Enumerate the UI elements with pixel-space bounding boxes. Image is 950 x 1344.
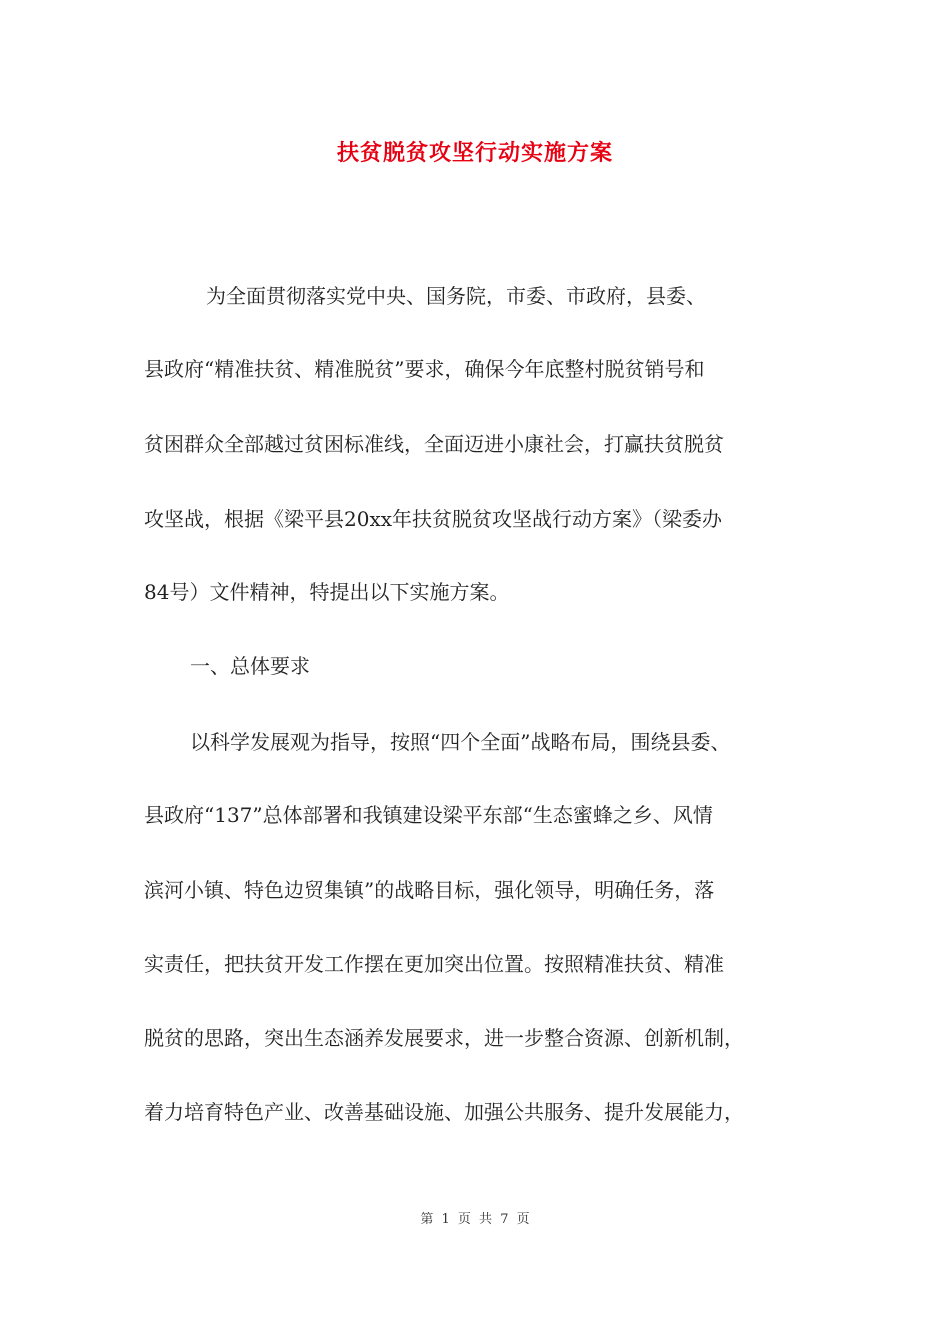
body-line-3: 贫困群众全部越过贫困标准线，全面迈进小康社会，打赢扶贫脱贫 bbox=[144, 432, 724, 456]
section-heading: 一、总体要求 bbox=[190, 654, 310, 678]
body-line-11: 脱贫的思路，突出生态涵养发展要求，进一步整合资源、创新机制， bbox=[144, 1026, 744, 1050]
body-line-5: 84号）文件精神，特提出以下实施方案。 bbox=[144, 580, 510, 604]
body-line-9: 滨河小镇、特色边贸集镇”的战略目标，强化领导，明确任务，落 bbox=[144, 878, 715, 902]
body-line-10: 实责任，把扶贫开发工作摆在更加突出位置。按照精准扶贫、精准 bbox=[144, 952, 724, 976]
body-line-4: 攻坚战，根据《梁平县20xx年扶贫脱贫攻坚战行动方案》（梁委办 bbox=[144, 507, 723, 531]
body-line-7: 以科学发展观为指导，按照“四个全面”战略布局，围绕县委、 bbox=[190, 730, 731, 754]
body-line-8: 县政府“137”总体部署和我镇建设梁平东部“生态蜜蜂之乡、风情 bbox=[144, 803, 713, 827]
page-indicator: 第 1 页 共 7 页 bbox=[420, 1212, 530, 1227]
body-line-1: 为全面贯彻落实党中央、国务院，市委、市政府，县委、 bbox=[206, 284, 706, 308]
document-title: 扶贫脱贫攻坚行动实施方案 bbox=[336, 140, 613, 166]
body-line-2: 县政府“精准扶贫、精准脱贫”要求，确保今年底整村脱贫销号和 bbox=[144, 357, 705, 381]
body-line-12: 着力培育特色产业、改善基础设施、加强公共服务、提升发展能力， bbox=[144, 1100, 744, 1124]
